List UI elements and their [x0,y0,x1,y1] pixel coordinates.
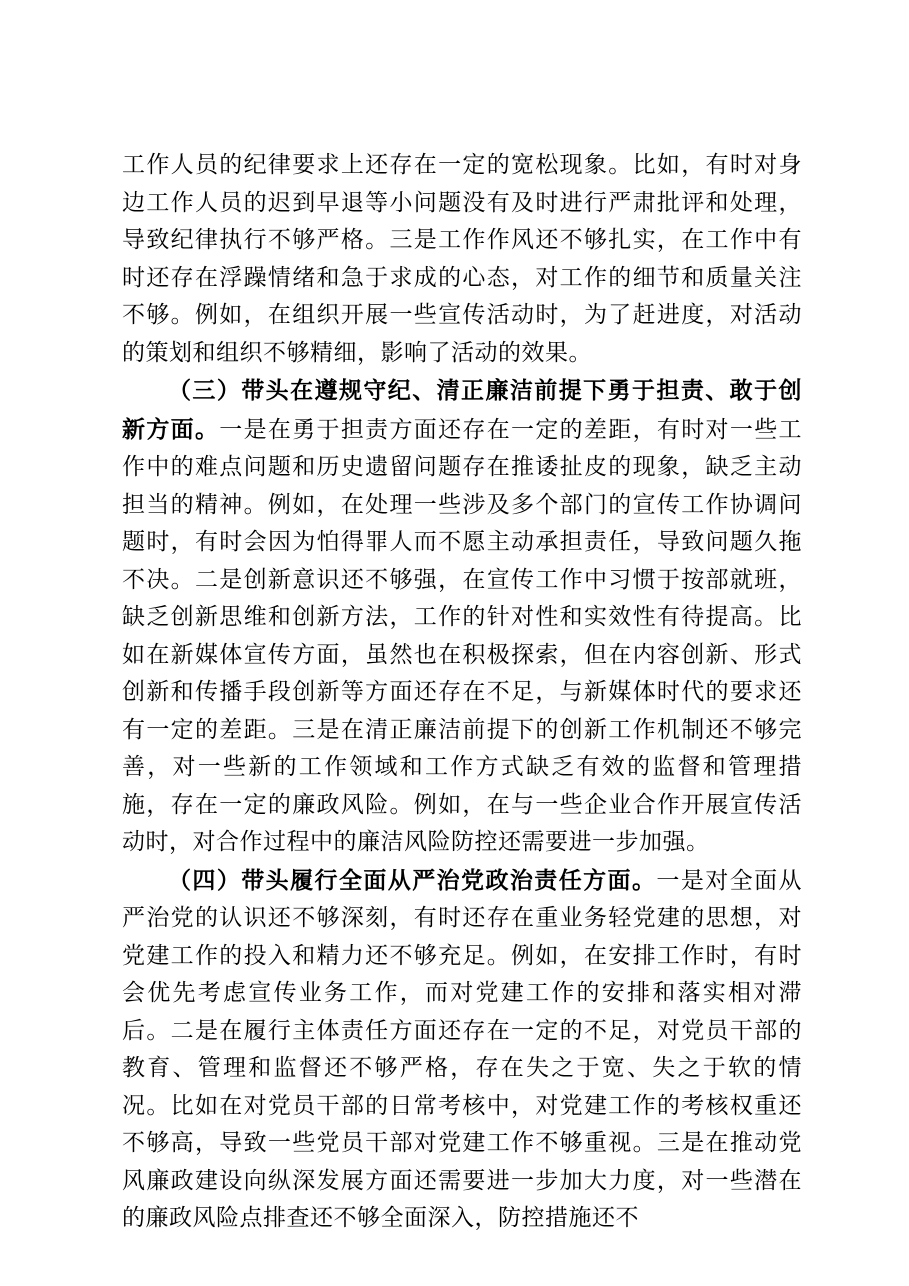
document-body [122,147,802,1238]
paragraph-3-text: 一是对全面从严治党的认识还不够深刻，有时还存在重业务轻党建的思想，对党建工作的投入和精力还不够充足。例如，在安排工作时，有时会优先考虑宣传业务工作，而对党建工作的安排和落实相对滞后。二是在履行主体责任方面还存在一定的不足，对党员干部的教育、管理和监督还不够严格，存在失之于宽、失之于软的情况。比如在对党员干部的日常考核中，对党建工作的考核权重还不够高，导致一些党员干部对党建工作不够重视。三是在推动党风廉政建设向纵深发展方面还需要进一步加大力度，对一些潜在的廉政风险点排查还不够全面深入，防控措施还不 [122,867,803,1231]
paragraph-1 [122,147,802,372]
paragraph-1-text: 工作人员的纪律要求上还存在一定的宽松现象。比如，有时对身边工作人员的迟到早退等小问题没有及时进行严肃批评和处理，导致纪律执行不够严格。三是工作作风还不够扎实，在工作中有时还存在浮躁情绪和急于求成的心态，对工作的细节和质量关注不够。例如，在组织开展一些宣传活动时，为了赶进度，对活动的策划和组织不够精细，影响了活动的效果。 [122,152,802,366]
paragraph-2-text: 一是在勇于担责方面还存在一定的差距，有时对一些工作中的难点问题和历史遗留问题存在推诿扯皮的现象，缺乏主动担当的精神。例如，在处理一些涉及多个部门的宣传工作协调问题时，有时会因为怕得罪人而不愿主动承担责任，导致问题久拖不决。二是创新意识还不够强，在宣传工作中习惯于按部就班，缺乏创新思维和创新方法，工作的针对性和实效性有待提高。比如在新媒体宣传方面，虽然也在积极探索，但在内容创新、形式创新和传播手段创新等方面还存在不足，与新媒体时代的要求还有一定的差距。三是在清正廉洁前提下的创新工作机制还不够完善，对一些新的工作领域和工作方式缺乏有效的监督和管理措施，存在一定的廉政风险。例如，在与一些企业合作开展宣传活动时，对合作过程中的廉洁风险防控还需要进一步加强。 [122,416,803,855]
paragraph-3 [122,862,802,1238]
section-heading-4: （四）带头履行全面从严治党政治责任方面。 [168,866,657,894]
paragraph-2 [122,372,802,862]
section-heading-3: （三）带头在遵规守纪、清正廉洁前提下勇于担责、敢于创新方面。 [122,377,802,443]
